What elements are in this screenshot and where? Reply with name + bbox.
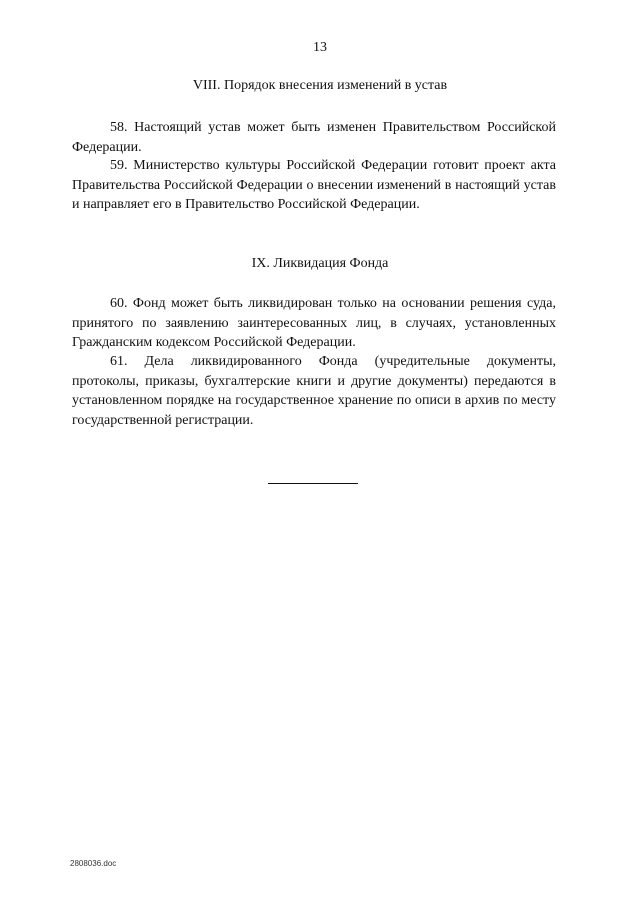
paragraph-60: 60. Фонд может быть ликвидирован только на основании решения суда, принятого по заявлению заинтересованных лиц, в случаях, установленных Гражданским кодексом Российской Федерации. <box>72 296 556 350</box>
end-separator-line <box>268 483 358 484</box>
section-heading-ix: IX. Ликвидация Фонда <box>251 256 389 271</box>
paragraph-59: 59. Министерство культуры Российской Федерации готовит проект акта Правительства Российской Федерации о внесении изменений в настоящий устав и направляет его в Правительство Российской Федерации. <box>72 158 556 212</box>
paragraph-58: 58. Настоящий устав может быть изменен Правительством Российской Федерации. <box>72 120 556 155</box>
section-heading-viii: VIII. Порядок внесения изменений в устав <box>192 78 448 93</box>
document-code: 2808036.doc <box>70 859 117 868</box>
paragraph-61: 61. Дела ликвидированного Фонда (учредительные документы, протоколы, приказы, бухгалтерские книги и другие документы) передаются в установленном порядке на государственное хранение по описи в архив по месту государственной регистрации. <box>72 354 556 428</box>
page-number: 13 <box>313 40 327 55</box>
